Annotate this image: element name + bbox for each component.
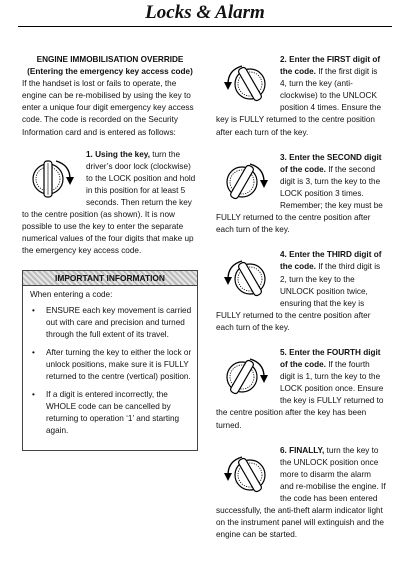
right-column: [216, 54, 386, 541]
step-4-body: If the third digit is 2, turn the key to the UNLOCK position twice, ensuring that the key is FULLY returned to the centre position after each turn of the key.: [216, 262, 381, 332]
section-subheading: (Entering the emergency key access code): [27, 67, 193, 77]
step-3-body: If the second digit is 3, turn the key to the LOCK position 3 times. Remember; the key must be FULLY returned to the centre position after each turn of the key.: [216, 164, 383, 235]
step-1-body: turn the driver’s door lock (clockwise) to the LOCK position and hold in this position for at least 5 seconds. Then return the key to the centre position (as shown). It is now possible to use the key to enter the separate numerical values of the four digits that make up the emergency key access code.: [22, 149, 196, 256]
step-5-bold: 5. Enter the FOURTH digit of the code.: [280, 347, 381, 370]
step-3: [216, 152, 386, 237]
step-2-bold: 2. Enter the FIRST digit of the code.: [280, 55, 381, 77]
important-information-box: [22, 270, 198, 451]
key-unlock-icon: [220, 255, 274, 303]
info-bullet-list: [30, 305, 192, 438]
step-6-bold: 6. FINALLY,: [280, 445, 325, 455]
step-2: [216, 54, 386, 139]
info-bullet: • After turning the key to either the lock or unlock positions, make sure it is FULLY returned to the centre (vertical) position.: [30, 347, 192, 383]
step-4: [216, 249, 386, 334]
key-unlock-icon: [220, 60, 274, 108]
page-title: Locks & Alarm: [145, 2, 265, 23]
section-heading: ENGINE IMMOBILISATION OVERRIDE: [36, 55, 184, 64]
left-column: [22, 54, 198, 451]
step-3-bold: 3. Enter the SECOND digit of the code.: [280, 152, 382, 174]
step-4-bold: 4. Enter the THIRD digit of the code.: [280, 250, 382, 272]
key-lock-icon: [26, 155, 80, 203]
step-5: [216, 347, 386, 432]
step-5-body: If the fourth digit is 1, turn the key to the LOCK position once. Ensure the key is FULLY returned to the centre position after the key has been turned.: [216, 360, 384, 430]
intro-paragraph: If the handset is lost or fails to operate, the engine can be re-mobilised by using the key to enter a unique four digit emergency key access code. The code is recorded on the Security Information card and is entered as follows:: [22, 79, 194, 137]
step-1: [22, 149, 198, 258]
info-bullet: • ENSURE each key movement is carried out with care and precision and turned through the full extent of its travel.: [30, 305, 192, 341]
key-unlock-icon: [220, 451, 274, 499]
info-box-title: [23, 271, 197, 286]
info-lead: When entering a code:: [30, 289, 113, 299]
info-bullet: • If a digit is entered incorrectly, the WHOLE code can be cancelled by returning to operation ‘1’ and starting again.: [30, 389, 192, 437]
step-1-bold: 1. Using the key,: [86, 149, 151, 159]
info-title-text: IMPORTANT INFORMATION: [55, 272, 165, 283]
key-lock-icon: [220, 158, 274, 206]
step-6: [216, 445, 386, 542]
step-2-body: If the first digit is 4, turn the key (anti-clockwise) to the UNLOCK position 4 times. Ensure the key is FULLY returned to the centre position after each turn of the key.: [216, 67, 382, 137]
step-6-body: turn the key to the UNLOCK position once more to disarm the alarm and re-mobilise the engine. If the code has been entered successfully, the anti-theft alarm indicator light on the instrument panel will extinguish and the engine can be started.: [216, 445, 386, 540]
key-lock-icon: [220, 353, 274, 401]
page-header: [18, 0, 392, 27]
